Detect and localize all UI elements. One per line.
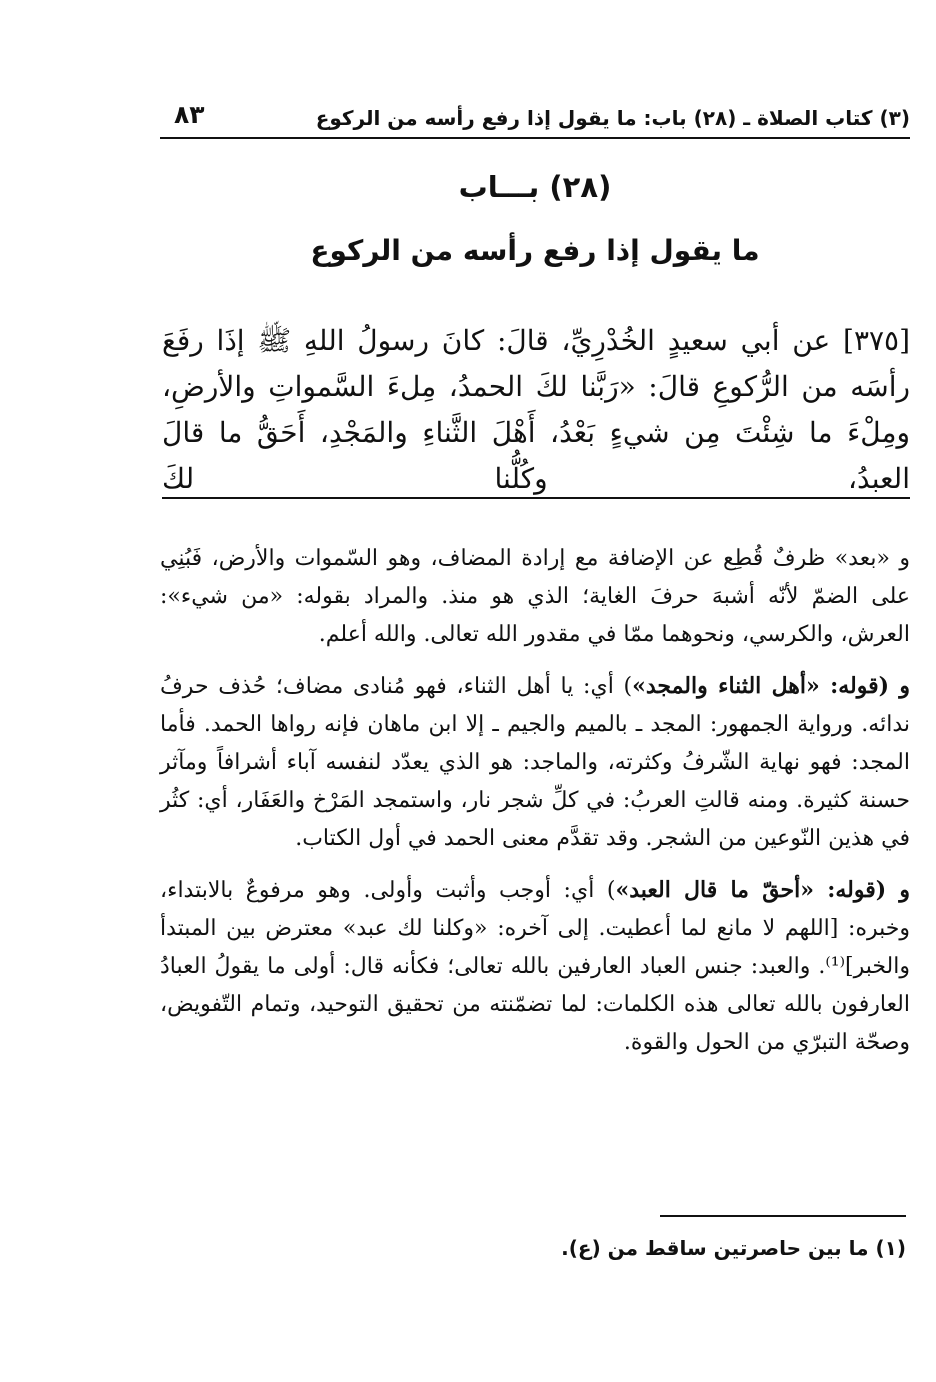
chapter-number: (٢٨) بـــاب bbox=[458, 170, 612, 204]
section-separator bbox=[162, 497, 910, 499]
commentary-paragraph bbox=[160, 871, 910, 1062]
commentary-lemma: و (قوله: «أهل الثناء والمجد» bbox=[632, 673, 911, 699]
hadith-text-block bbox=[162, 318, 910, 502]
commentary-paragraph-text: ) أي: يا أهل الثناء، فهو مُنادى مضاف؛ حُذف حرفُ ندائه. ورواية الجمهور: المجد ـ بالميم والجيم ـ إلا ابن ماهان فإنه رواها الحمد. فأما المجد: فهو نهاية الشّرفُ وكثرته، والماجد: هو الذي يعدّد لنفسه آباء أشرافاً ومآثر حسنة كثيرة. ومنه قالتِ العربُ: في كلِّ شجر نار، واستمجد المَرْخ والعَفَار، أي: كثُر في هذين النّوعين من الشجر. وقد تقدَّم معنى الحمد في أول الكتاب. bbox=[160, 674, 910, 851]
chapter-title: ما يقول إذا رفع رأسه من الركوع bbox=[310, 234, 760, 267]
footnote: (١) ما بين حاصرتين ساقط من (ع). bbox=[561, 1236, 906, 1260]
commentary-paragraph bbox=[160, 540, 910, 654]
commentary-paragraph bbox=[160, 667, 910, 858]
commentary-paragraph-text: و «بعد» ظرفٌ قُطِع عن الإضافة مع إرادة المضاف، وهو السّموات والأرض، فَبُنِي على الضمّ لأنّه أشبهَ حرفَ الغاية؛ الذي هو منذ. والمراد بقوله: «من شيء»: العرش، والكرسي، ونحوهما ممّا في مقدور الله تعالى. والله أعلم. bbox=[160, 546, 910, 647]
commentary-lemma: و (قوله: «أحقّ ما قال العبد» bbox=[615, 877, 910, 903]
running-title: (٣) كتاب الصلاة ـ (٢٨) باب: ما يقول إذا رفع رأسه من الركوع bbox=[315, 106, 910, 130]
commentary-block bbox=[160, 540, 910, 1075]
hadith-text: [٣٧٥] عن أبي سعيدٍ الخُدْرِيِّ، قالَ: كانَ رسولُ اللهِ ﷺ إذَا رفَعَ رأسَه من الرُّكوعِ قالَ: «رَبَّنا لكَ الحمدُ، مِلءَ السَّمواتِ والأرضِ، ومِلْءَ ما شِئْتَ مِن شيءٍ بَعْدُ، أَهْلَ الثَّناءِ والمَجْدِ، أَحَقُّ ما قالَ العبدُ، وكُلُّنا لكَ bbox=[162, 324, 910, 495]
footnote-rule bbox=[660, 1215, 906, 1217]
page-header bbox=[160, 96, 910, 136]
page-number: ٨٣ bbox=[174, 100, 205, 129]
header-rule bbox=[160, 137, 910, 139]
commentary-paragraph-text: ) أي: أوجب وأثبت وأولى. وهو مرفوعٌ بالابتداء، وخبره: [اللهم لا مانع لما أعطيت. إلى آخره: «وكلنا لك عبد» معترض بين المبتدأ والخبر]⁽¹⁾. والعبد: جنس العباد العارفين بالله تعالى؛ فكأنه قال: أولى ما يقولُ العبادُ العارفون بالله تعالى هذه الكلمات: لما تضمّنته من تحقيق التوحيد، وتمام التّفويض، وصحّة التبرّي من الحول والقوة. bbox=[160, 878, 910, 1055]
